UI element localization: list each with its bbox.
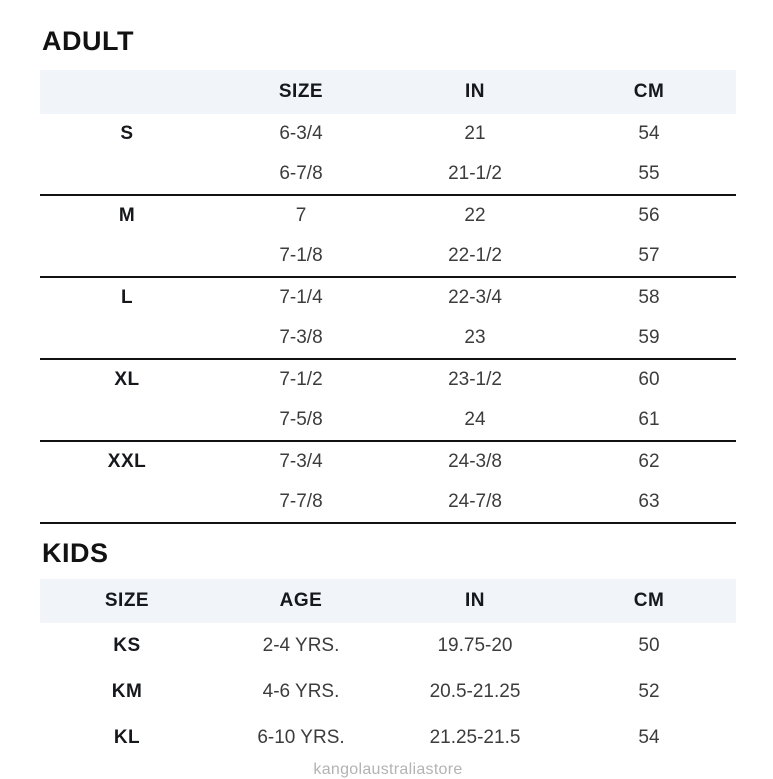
size-label-cell: KS [113,635,141,656]
size-cell: 6-3/4 [279,123,323,144]
table-row [40,400,736,441]
size-cell: 7-1/4 [279,287,323,308]
cm-cell: 58 [638,287,660,308]
table-row [40,623,736,669]
adult-group-l [40,277,736,359]
adult-col-size: SIZE [214,70,388,114]
size-cell: 7-3/4 [279,451,323,472]
table-row [40,669,736,715]
cm-cell: 52 [638,681,660,702]
in-cell: 23 [464,327,486,348]
kids-col-in: IN [388,579,562,623]
size-cell: 7-1/8 [279,245,323,266]
size-label-cell [40,236,214,277]
in-cell: 19.75-20 [437,635,513,656]
size-label-cell [40,400,214,441]
table-row [40,715,736,761]
in-cell: 24-7/8 [448,491,502,512]
age-cell: 4-6 YRS. [262,681,340,702]
adult-size-table [40,70,736,524]
cm-cell: 61 [638,409,660,430]
adult-header-row [40,70,736,114]
table-row [40,482,736,523]
adult-col-blank [40,70,214,114]
cm-cell: 56 [638,205,660,226]
kids-col-age: AGE [214,579,388,623]
table-row [40,318,736,359]
in-cell: 22-3/4 [448,287,502,308]
in-cell: 21 [464,123,486,144]
kids-col-cm: CM [562,579,736,623]
adult-group-xxl [40,441,736,523]
table-row [40,441,736,482]
size-cell: 6-7/8 [279,163,323,184]
cm-cell: 57 [638,245,660,266]
cm-cell: 60 [638,369,660,390]
adult-group-m [40,195,736,277]
cm-cell: 55 [638,163,660,184]
size-cell: 7 [295,205,307,226]
adult-section-heading: ADULT [42,26,134,56]
size-label-cell: L [120,287,134,308]
table-row [40,114,736,154]
size-label-cell: KL [113,727,141,748]
cm-cell: 54 [638,727,660,748]
in-cell: 20.5-21.25 [429,681,521,702]
kids-header-row [40,579,736,623]
size-label-cell: M [118,205,136,226]
cm-cell: 59 [638,327,660,348]
in-cell: 21-1/2 [448,163,502,184]
size-label-cell: XL [114,369,140,390]
in-cell: 24 [464,409,486,430]
adult-group-s [40,114,736,195]
size-cell: 7-5/8 [279,409,323,430]
size-cell: 7-3/8 [279,327,323,348]
cm-cell: 54 [638,123,660,144]
size-label-cell [40,154,214,195]
size-label-cell: XXL [107,451,147,472]
watermark-text: kangolaustraliastore [313,761,463,778]
size-cell: 7-1/2 [279,369,323,390]
in-cell: 22 [464,205,486,226]
kids-size-table [40,579,736,761]
table-row [40,154,736,195]
adult-group-xl [40,359,736,441]
size-label-cell [40,318,214,359]
adult-col-in: IN [388,70,562,114]
size-label-cell: KM [111,681,143,702]
table-row [40,236,736,277]
size-label-cell: S [120,123,134,144]
in-cell: 24-3/8 [448,451,502,472]
size-label-cell [40,482,214,523]
in-cell: 21.25-21.5 [429,727,521,748]
cm-cell: 62 [638,451,660,472]
cm-cell: 63 [638,491,660,512]
table-row [40,359,736,400]
table-row [40,277,736,318]
in-cell: 23-1/2 [448,369,502,390]
age-cell: 6-10 YRS. [257,727,345,748]
kids-section-heading: KIDS [42,538,109,568]
age-cell: 2-4 YRS. [262,635,340,656]
adult-col-cm: CM [562,70,736,114]
table-row [40,195,736,236]
in-cell: 22-1/2 [448,245,502,266]
size-cell: 7-7/8 [279,491,323,512]
kids-col-size: SIZE [40,579,214,623]
cm-cell: 50 [638,635,660,656]
